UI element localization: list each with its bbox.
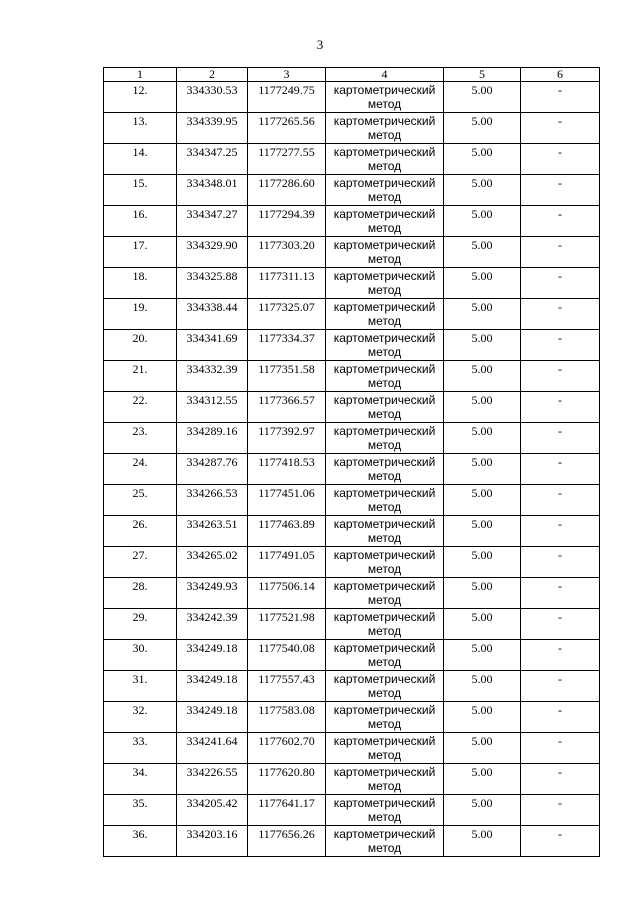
method-line-2: метод xyxy=(367,314,402,328)
header-col-4: 4 xyxy=(326,68,444,82)
x-coordinate-cell: 334263.51 xyxy=(177,516,248,547)
x-coordinate-cell: 334249.18 xyxy=(177,671,248,702)
x-coordinate-cell: 334203.16 xyxy=(177,826,248,857)
table-row xyxy=(104,516,600,547)
method-line-2: метод xyxy=(367,686,402,700)
table-row xyxy=(104,733,600,764)
point-number-cell: 24. xyxy=(104,454,177,485)
y-coordinate-cell: 1177491.05 xyxy=(248,547,326,578)
point-number-cell: 35. xyxy=(104,795,177,826)
x-coordinate-cell: 334249.18 xyxy=(177,702,248,733)
point-number-cell: 23. xyxy=(104,423,177,454)
accuracy-cell: 5.00 xyxy=(444,609,521,640)
method-line-1: картометрический xyxy=(333,331,436,345)
note-cell: - xyxy=(521,764,600,795)
method-cell xyxy=(326,144,444,175)
method-line-1: картометрический xyxy=(333,393,436,407)
method-line-1: картометрический xyxy=(333,579,436,593)
table-row xyxy=(104,795,600,826)
method-line-2: метод xyxy=(367,717,402,731)
method-cell xyxy=(326,330,444,361)
accuracy-cell: 5.00 xyxy=(444,237,521,268)
y-coordinate-cell: 1177506.14 xyxy=(248,578,326,609)
point-number-cell: 13. xyxy=(104,113,177,144)
method-line-1: картометрический xyxy=(333,145,436,159)
method-cell xyxy=(326,795,444,826)
method-line-1: картометрический xyxy=(333,207,436,221)
y-coordinate-cell: 1177311.13 xyxy=(248,268,326,299)
x-coordinate-cell: 334265.02 xyxy=(177,547,248,578)
accuracy-cell: 5.00 xyxy=(444,113,521,144)
table-row xyxy=(104,392,600,423)
method-cell xyxy=(326,237,444,268)
point-number-cell: 18. xyxy=(104,268,177,299)
method-line-1: картометрический xyxy=(333,765,436,779)
note-cell: - xyxy=(521,702,600,733)
y-coordinate-cell: 1177418.53 xyxy=(248,454,326,485)
y-coordinate-cell: 1177392.97 xyxy=(248,423,326,454)
header-col-5: 5 xyxy=(444,68,521,82)
method-cell xyxy=(326,733,444,764)
point-number-cell: 15. xyxy=(104,175,177,206)
method-line-2: метод xyxy=(367,159,402,173)
x-coordinate-cell: 334329.90 xyxy=(177,237,248,268)
x-coordinate-cell: 334339.95 xyxy=(177,113,248,144)
accuracy-cell: 5.00 xyxy=(444,423,521,454)
method-cell xyxy=(326,454,444,485)
method-line-1: картометрический xyxy=(333,610,436,624)
method-line-2: метод xyxy=(367,624,402,638)
page-number: 3 xyxy=(316,37,324,52)
method-line-1: картометрический xyxy=(333,114,436,128)
method-line-1: картометрический xyxy=(333,703,436,717)
y-coordinate-cell: 1177521.98 xyxy=(248,609,326,640)
method-cell xyxy=(326,609,444,640)
note-cell: - xyxy=(521,113,600,144)
point-number-cell: 14. xyxy=(104,144,177,175)
note-cell: - xyxy=(521,330,600,361)
note-cell: - xyxy=(521,671,600,702)
method-cell xyxy=(326,485,444,516)
y-coordinate-cell: 1177656.26 xyxy=(248,826,326,857)
table-row xyxy=(104,423,600,454)
accuracy-cell: 5.00 xyxy=(444,454,521,485)
point-number-cell: 30. xyxy=(104,640,177,671)
method-line-2: метод xyxy=(367,810,402,824)
method-line-1: картометрический xyxy=(333,424,436,438)
accuracy-cell: 5.00 xyxy=(444,299,521,330)
method-line-2: метод xyxy=(367,221,402,235)
accuracy-cell: 5.00 xyxy=(444,702,521,733)
note-cell: - xyxy=(521,299,600,330)
header-col-1: 1 xyxy=(104,68,177,82)
point-number-cell: 21. xyxy=(104,361,177,392)
point-number-cell: 25. xyxy=(104,485,177,516)
table-row xyxy=(104,299,600,330)
y-coordinate-cell: 1177583.08 xyxy=(248,702,326,733)
point-number-cell: 12. xyxy=(104,82,177,113)
x-coordinate-cell: 334347.27 xyxy=(177,206,248,237)
method-cell xyxy=(326,671,444,702)
method-line-2: метод xyxy=(367,748,402,762)
method-line-2: метод xyxy=(367,407,402,421)
method-line-1: картометрический xyxy=(333,672,436,686)
point-number-cell: 22. xyxy=(104,392,177,423)
y-coordinate-cell: 1177451.06 xyxy=(248,485,326,516)
method-cell xyxy=(326,547,444,578)
y-coordinate-cell: 1177463.89 xyxy=(248,516,326,547)
method-line-2: метод xyxy=(367,531,402,545)
point-number-cell: 33. xyxy=(104,733,177,764)
accuracy-cell: 5.00 xyxy=(444,516,521,547)
table-row xyxy=(104,113,600,144)
method-line-2: метод xyxy=(367,345,402,359)
method-line-1: картометрический xyxy=(333,548,436,562)
method-line-2: метод xyxy=(367,593,402,607)
x-coordinate-cell: 334341.69 xyxy=(177,330,248,361)
x-coordinate-cell: 334325.88 xyxy=(177,268,248,299)
method-line-1: картометрический xyxy=(333,300,436,314)
y-coordinate-cell: 1177286.60 xyxy=(248,175,326,206)
accuracy-cell: 5.00 xyxy=(444,82,521,113)
method-cell xyxy=(326,82,444,113)
note-cell: - xyxy=(521,144,600,175)
note-cell: - xyxy=(521,547,600,578)
table-row xyxy=(104,640,600,671)
table-row xyxy=(104,361,600,392)
method-line-2: метод xyxy=(367,562,402,576)
method-line-1: картометрический xyxy=(333,362,436,376)
y-coordinate-cell: 1177303.20 xyxy=(248,237,326,268)
note-cell: - xyxy=(521,454,600,485)
accuracy-cell: 5.00 xyxy=(444,671,521,702)
method-line-1: картометрический xyxy=(333,734,436,748)
method-cell xyxy=(326,764,444,795)
method-cell xyxy=(326,640,444,671)
method-line-2: метод xyxy=(367,376,402,390)
method-line-2: метод xyxy=(367,655,402,669)
method-cell xyxy=(326,113,444,144)
x-coordinate-cell: 334330.53 xyxy=(177,82,248,113)
table-body xyxy=(104,82,600,857)
accuracy-cell: 5.00 xyxy=(444,485,521,516)
x-coordinate-cell: 334242.39 xyxy=(177,609,248,640)
y-coordinate-cell: 1177351.58 xyxy=(248,361,326,392)
method-cell xyxy=(326,423,444,454)
x-coordinate-cell: 334312.55 xyxy=(177,392,248,423)
table-row xyxy=(104,175,600,206)
method-line-2: метод xyxy=(367,469,402,483)
y-coordinate-cell: 1177366.57 xyxy=(248,392,326,423)
method-cell xyxy=(326,392,444,423)
accuracy-cell: 5.00 xyxy=(444,578,521,609)
accuracy-cell: 5.00 xyxy=(444,733,521,764)
x-coordinate-cell: 334338.44 xyxy=(177,299,248,330)
method-line-1: картометрический xyxy=(333,641,436,655)
note-cell: - xyxy=(521,826,600,857)
x-coordinate-cell: 334241.64 xyxy=(177,733,248,764)
accuracy-cell: 5.00 xyxy=(444,206,521,237)
y-coordinate-cell: 1177294.39 xyxy=(248,206,326,237)
x-coordinate-cell: 334266.53 xyxy=(177,485,248,516)
method-cell xyxy=(326,299,444,330)
accuracy-cell: 5.00 xyxy=(444,330,521,361)
method-line-1: картометрический xyxy=(333,796,436,810)
x-coordinate-cell: 334249.18 xyxy=(177,640,248,671)
method-line-2: метод xyxy=(367,500,402,514)
note-cell: - xyxy=(521,268,600,299)
method-line-2: метод xyxy=(367,438,402,452)
method-line-2: метод xyxy=(367,128,402,142)
table-row xyxy=(104,330,600,361)
note-cell: - xyxy=(521,423,600,454)
x-coordinate-cell: 334332.39 xyxy=(177,361,248,392)
point-number-cell: 16. xyxy=(104,206,177,237)
accuracy-cell: 5.00 xyxy=(444,392,521,423)
point-number-cell: 34. xyxy=(104,764,177,795)
method-line-2: метод xyxy=(367,252,402,266)
method-cell xyxy=(326,516,444,547)
y-coordinate-cell: 1177602.70 xyxy=(248,733,326,764)
note-cell: - xyxy=(521,795,600,826)
table-row xyxy=(104,826,600,857)
y-coordinate-cell: 1177540.08 xyxy=(248,640,326,671)
accuracy-cell: 5.00 xyxy=(444,826,521,857)
coordinates-table xyxy=(103,67,600,857)
method-cell xyxy=(326,702,444,733)
point-number-cell: 36. xyxy=(104,826,177,857)
note-cell: - xyxy=(521,609,600,640)
table-row xyxy=(104,671,600,702)
table-header-row xyxy=(104,68,600,82)
y-coordinate-cell: 1177265.56 xyxy=(248,113,326,144)
note-cell: - xyxy=(521,578,600,609)
method-line-2: метод xyxy=(367,283,402,297)
method-line-1: картометрический xyxy=(333,517,436,531)
note-cell: - xyxy=(521,175,600,206)
x-coordinate-cell: 334287.76 xyxy=(177,454,248,485)
method-cell xyxy=(326,268,444,299)
note-cell: - xyxy=(521,485,600,516)
method-line-1: картометрический xyxy=(333,827,436,841)
point-number-cell: 26. xyxy=(104,516,177,547)
point-number-cell: 19. xyxy=(104,299,177,330)
header-col-2: 2 xyxy=(177,68,248,82)
accuracy-cell: 5.00 xyxy=(444,795,521,826)
method-line-2: метод xyxy=(367,190,402,204)
x-coordinate-cell: 334205.42 xyxy=(177,795,248,826)
x-coordinate-cell: 334249.93 xyxy=(177,578,248,609)
method-line-1: картометрический xyxy=(333,83,436,97)
method-line-1: картометрический xyxy=(333,238,436,252)
point-number-cell: 20. xyxy=(104,330,177,361)
x-coordinate-cell: 334289.16 xyxy=(177,423,248,454)
table-row xyxy=(104,268,600,299)
y-coordinate-cell: 1177620.80 xyxy=(248,764,326,795)
method-cell xyxy=(326,361,444,392)
method-line-1: картометрический xyxy=(333,455,436,469)
method-cell xyxy=(326,826,444,857)
method-cell xyxy=(326,206,444,237)
y-coordinate-cell: 1177325.07 xyxy=(248,299,326,330)
method-line-2: метод xyxy=(367,97,402,111)
method-line-1: картометрический xyxy=(333,486,436,500)
point-number-cell: 27. xyxy=(104,547,177,578)
note-cell: - xyxy=(521,392,600,423)
table-row xyxy=(104,237,600,268)
accuracy-cell: 5.00 xyxy=(444,268,521,299)
accuracy-cell: 5.00 xyxy=(444,175,521,206)
point-number-cell: 31. xyxy=(104,671,177,702)
x-coordinate-cell: 334348.01 xyxy=(177,175,248,206)
note-cell: - xyxy=(521,361,600,392)
table-row xyxy=(104,485,600,516)
note-cell: - xyxy=(521,206,600,237)
note-cell: - xyxy=(521,516,600,547)
y-coordinate-cell: 1177249.75 xyxy=(248,82,326,113)
note-cell: - xyxy=(521,82,600,113)
point-number-cell: 32. xyxy=(104,702,177,733)
point-number-cell: 17. xyxy=(104,237,177,268)
point-number-cell: 29. xyxy=(104,609,177,640)
point-number-cell: 28. xyxy=(104,578,177,609)
accuracy-cell: 5.00 xyxy=(444,361,521,392)
table-row xyxy=(104,547,600,578)
accuracy-cell: 5.00 xyxy=(444,640,521,671)
y-coordinate-cell: 1177334.37 xyxy=(248,330,326,361)
method-line-1: картометрический xyxy=(333,176,436,190)
method-cell xyxy=(326,578,444,609)
table-row xyxy=(104,702,600,733)
x-coordinate-cell: 334226.55 xyxy=(177,764,248,795)
y-coordinate-cell: 1177557.43 xyxy=(248,671,326,702)
note-cell: - xyxy=(521,733,600,764)
table-row xyxy=(104,454,600,485)
method-line-2: метод xyxy=(367,779,402,793)
header-col-3: 3 xyxy=(248,68,326,82)
note-cell: - xyxy=(521,640,600,671)
y-coordinate-cell: 1177277.55 xyxy=(248,144,326,175)
x-coordinate-cell: 334347.25 xyxy=(177,144,248,175)
table-row xyxy=(104,206,600,237)
table-row xyxy=(104,144,600,175)
table-row xyxy=(104,764,600,795)
table-row xyxy=(104,609,600,640)
method-line-2: метод xyxy=(367,841,402,855)
method-cell xyxy=(326,175,444,206)
y-coordinate-cell: 1177641.17 xyxy=(248,795,326,826)
method-line-1: картометрический xyxy=(333,269,436,283)
table-row xyxy=(104,82,600,113)
accuracy-cell: 5.00 xyxy=(444,764,521,795)
note-cell: - xyxy=(521,237,600,268)
accuracy-cell: 5.00 xyxy=(444,547,521,578)
table-row xyxy=(104,578,600,609)
header-col-6: 6 xyxy=(521,68,600,82)
accuracy-cell: 5.00 xyxy=(444,144,521,175)
